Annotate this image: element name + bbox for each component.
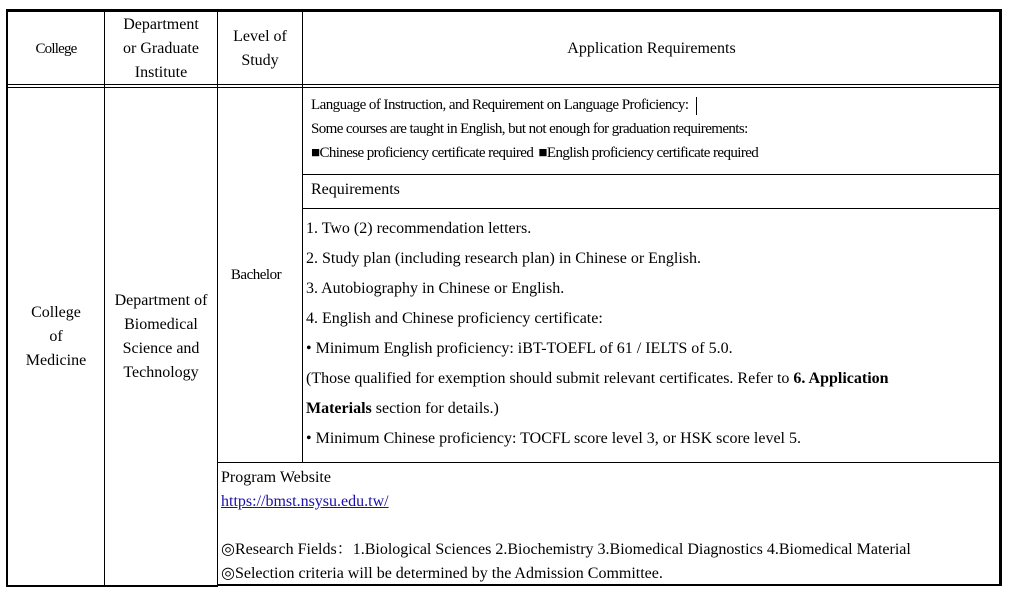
table-border-top bbox=[6, 9, 1002, 12]
department-line3: Science and bbox=[122, 340, 200, 357]
requirement-item-4: 4. English and Chinese proficiency certificate: bbox=[306, 310, 603, 327]
header-department-line3: Institute bbox=[134, 64, 188, 81]
selection-criteria: ◎Selection criteria will be determined by the Admission Committee. bbox=[221, 565, 663, 582]
english-minimum: • Minimum English proficiency: iBT-TOEFL of 61 / IELTS of 5.0. bbox=[306, 340, 733, 357]
header-department-line1: Department bbox=[123, 16, 199, 33]
header-rule-2 bbox=[6, 87, 1002, 88]
language-note: Some courses are taught in English, but not enough for graduation requirements: bbox=[311, 121, 748, 137]
header-level-line2: Study bbox=[241, 52, 279, 69]
application-materials-ref-1: 6. Application bbox=[793, 370, 889, 387]
department-line4: Technology bbox=[123, 364, 199, 381]
english-certificate-required: ■English proficiency certificate required bbox=[538, 145, 759, 161]
language-title-text: Language of Instruction, and Requirement on Language Proficiency: bbox=[311, 97, 689, 113]
department-line2: Biomedical bbox=[124, 316, 198, 333]
table-border-left bbox=[6, 9, 8, 587]
language-title bbox=[311, 93, 697, 117]
application-materials-ref-2: Materials bbox=[306, 400, 372, 417]
table-border-right bbox=[999, 9, 1002, 586]
chinese-minimum: • Minimum Chinese proficiency: TOCFL score level 3, or HSK score level 5. bbox=[306, 430, 801, 447]
requirement-item-2: 2. Study plan (including research plan) in Chinese or English. bbox=[306, 250, 702, 267]
req-rule-1 bbox=[302, 174, 1001, 175]
program-website-label: Program Website bbox=[221, 469, 331, 486]
header-application-requirements: Application Requirements bbox=[567, 40, 736, 57]
req-rule-3 bbox=[217, 462, 1001, 463]
chinese-certificate-required: ■Chinese proficiency certificate required bbox=[311, 145, 534, 161]
requirement-item-3: 3. Autobiography in Chinese or English. bbox=[306, 280, 565, 297]
req-rule-2 bbox=[302, 208, 1001, 209]
language-certificates bbox=[311, 141, 758, 165]
header-college: College bbox=[35, 41, 77, 57]
requirements-heading: Requirements bbox=[311, 181, 400, 198]
program-website-link[interactable]: https://bmst.nsysu.edu.tw/ bbox=[221, 493, 389, 510]
exemption-note-line2 bbox=[306, 397, 499, 421]
header-level-line1: Level of bbox=[233, 28, 287, 45]
col-sep-3 bbox=[302, 9, 303, 463]
college-line1: College bbox=[31, 304, 81, 321]
requirement-item-1: 1. Two (2) recommendation letters. bbox=[306, 220, 532, 237]
col-sep-2 bbox=[217, 9, 218, 586]
exemption-suffix: section for details.) bbox=[371, 400, 499, 417]
table-border-bottom-left bbox=[6, 585, 218, 587]
exemption-prefix: (Those qualified for exemption should submit relevant certificates. Refer to bbox=[306, 370, 794, 387]
department-line1: Department of bbox=[114, 292, 208, 309]
text-cursor bbox=[696, 97, 697, 115]
header-department-line2: or Graduate bbox=[123, 40, 199, 57]
exemption-note-line1 bbox=[306, 367, 889, 391]
college-line3: Medicine bbox=[25, 352, 87, 369]
research-fields: ◎Research Fields：1.Biological Sciences 2.Biochemistry 3.Biomedical Diagnostics 4.Biomedical Material bbox=[221, 541, 911, 558]
level-bachelor: Bachelor bbox=[230, 267, 282, 283]
college-line2: of bbox=[49, 328, 63, 345]
